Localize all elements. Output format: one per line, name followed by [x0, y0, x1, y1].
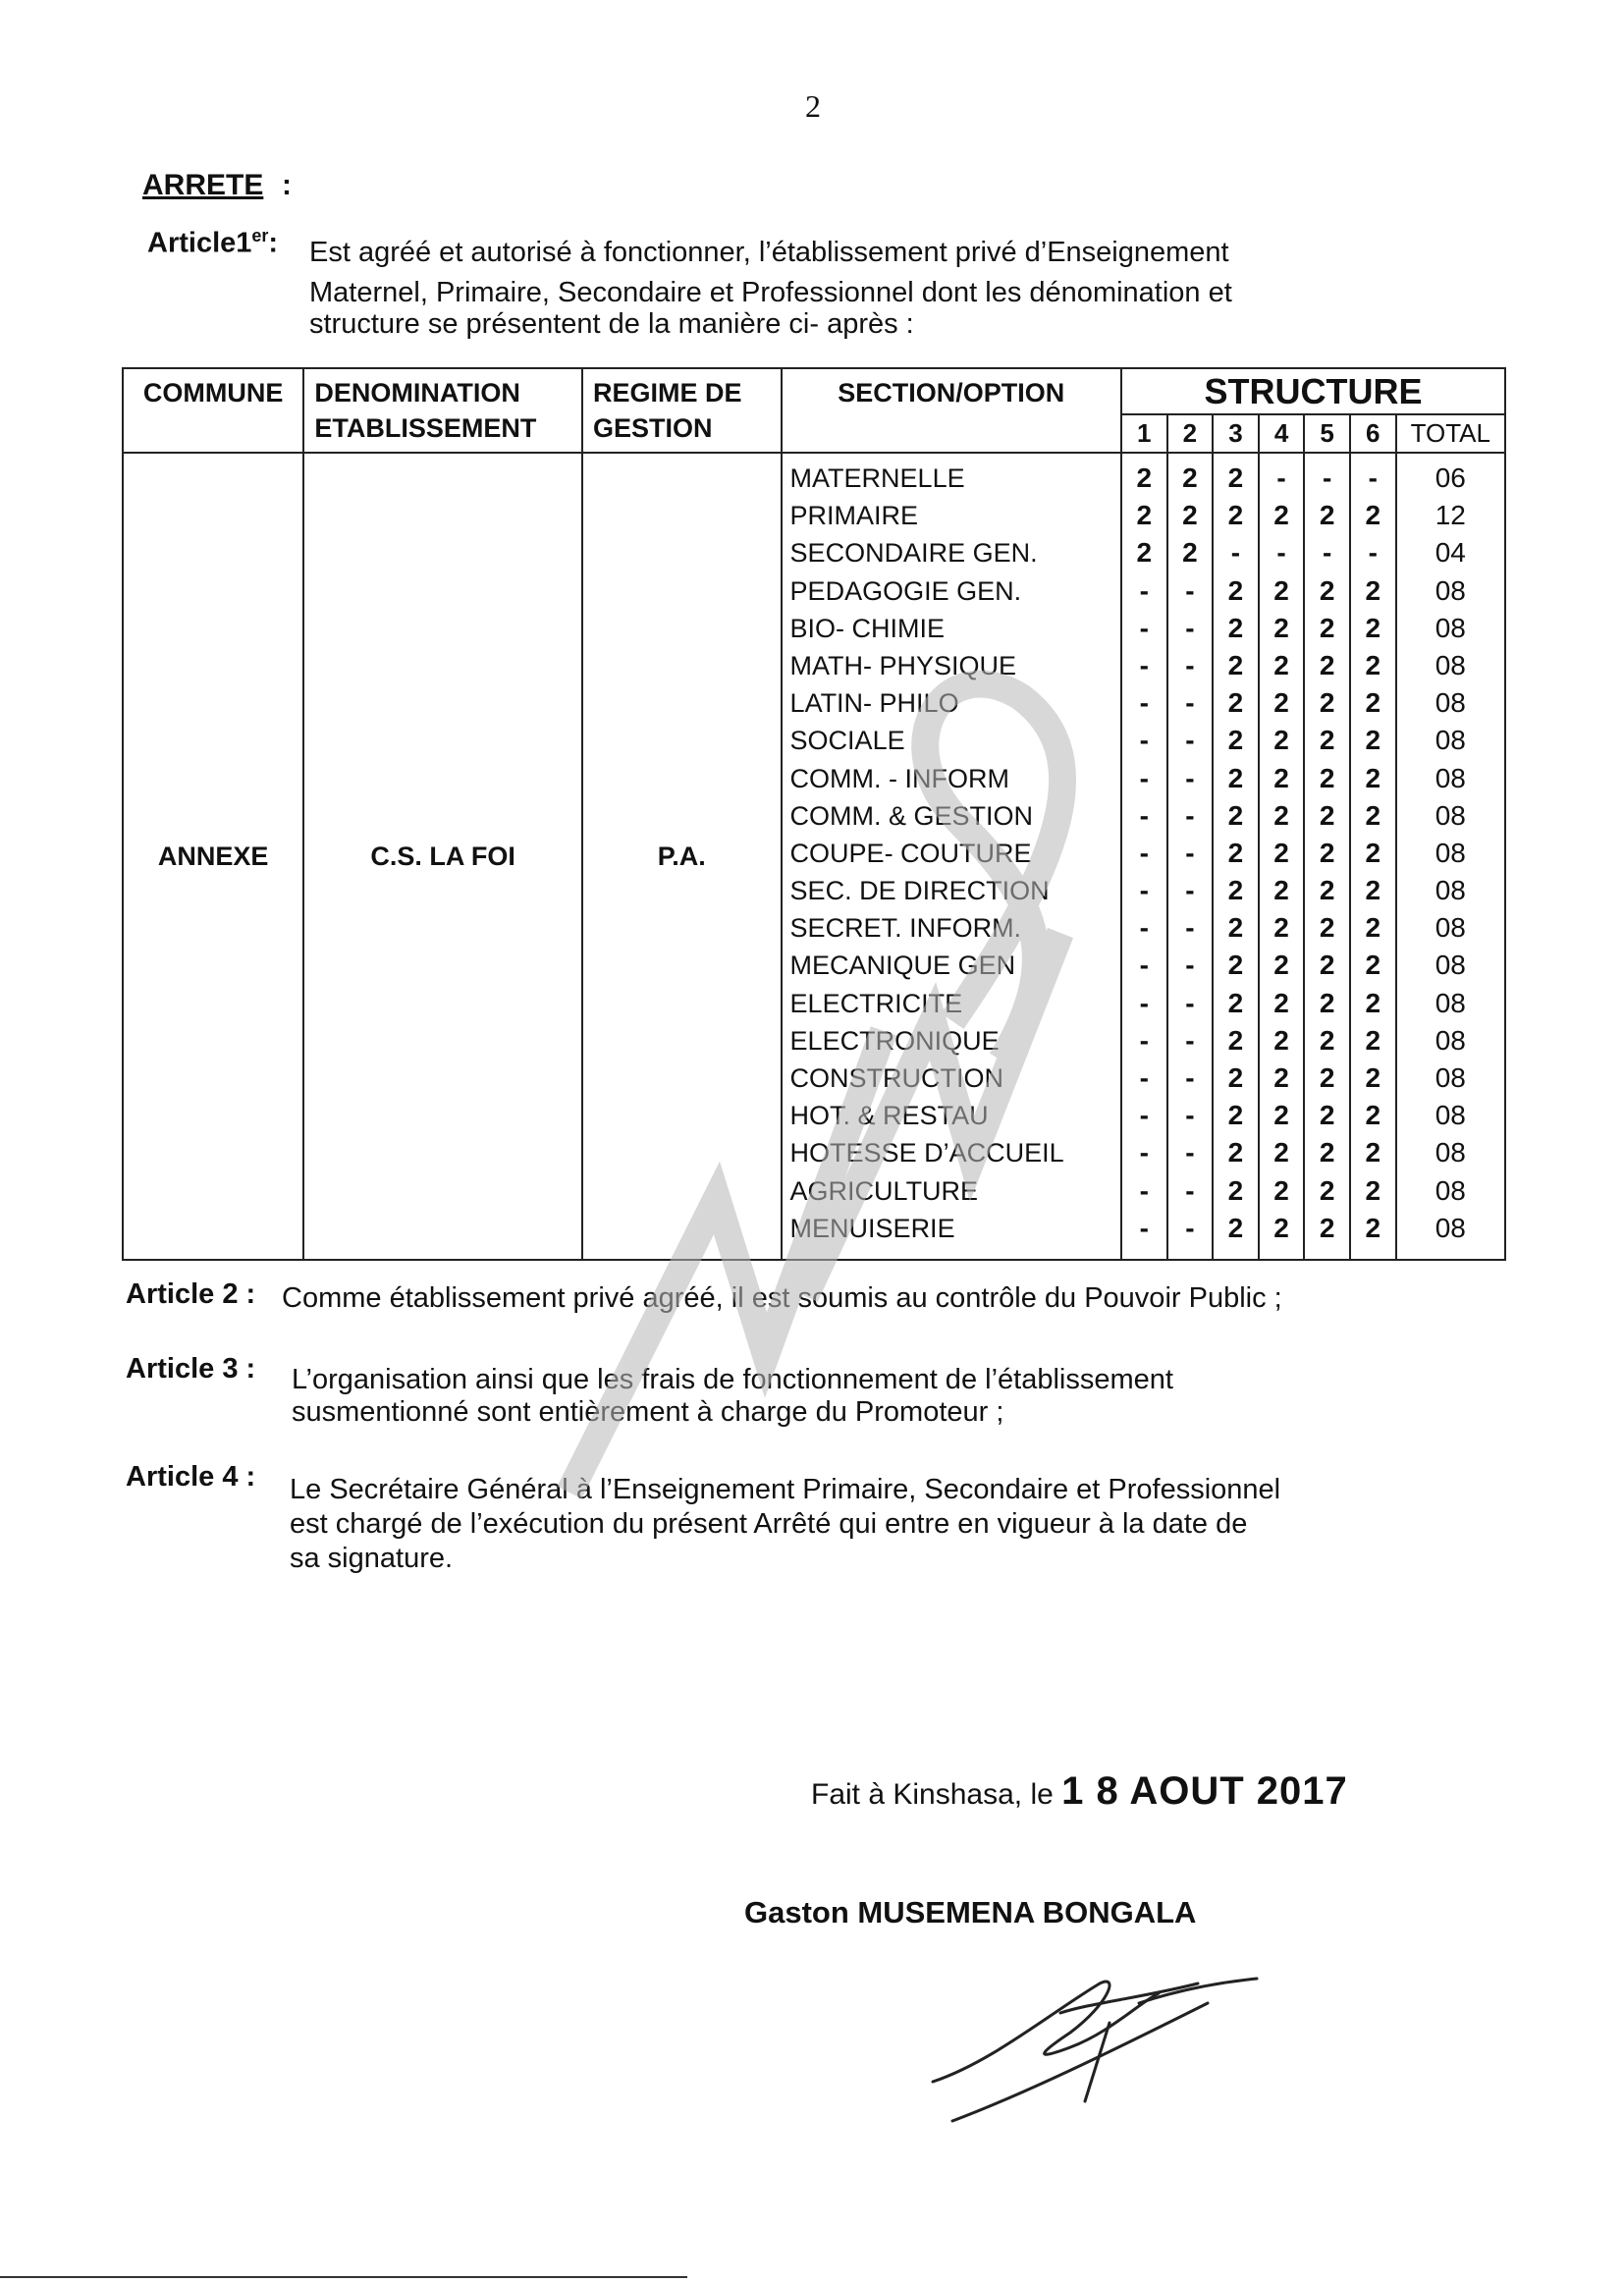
- year-1-value: -: [1139, 1024, 1149, 1056]
- year-4-value: 2: [1273, 799, 1289, 831]
- header-denomination-line-2: ETABLISSEMENT: [314, 413, 537, 443]
- year-1-value: -: [1139, 574, 1149, 606]
- year-3-value: 2: [1227, 1062, 1244, 1093]
- total-value: 04: [1435, 537, 1466, 569]
- year-2-value: 2: [1182, 537, 1198, 569]
- commune-cell: ANNEXE: [123, 453, 303, 1260]
- denomination-cell: C.S. LA FOI: [303, 453, 582, 1260]
- header-commune: COMMUNE: [123, 368, 303, 453]
- header-year-6: 6: [1350, 414, 1396, 453]
- section-name: PEDAGOGIE GEN.: [789, 575, 1022, 606]
- article-4-line-2: est chargé de l’exécution du présent Arrêté qui entre en vigueur à la date de: [290, 1508, 1248, 1540]
- total-value: 06: [1435, 462, 1466, 493]
- year-3-value: 2: [1227, 1024, 1244, 1056]
- signature-place: Fait à Kinshasa, le: [811, 1778, 1054, 1811]
- watermark-stamp: [511, 609, 1139, 1571]
- year-2-value: -: [1185, 687, 1195, 719]
- year-3-value: 2: [1227, 649, 1244, 680]
- header-regime-line-2: GESTION: [592, 413, 713, 443]
- year-2-column: [1167, 453, 1214, 1260]
- year-6-value: 2: [1365, 762, 1381, 793]
- year-4-value: 2: [1273, 687, 1289, 719]
- year-2-value: 2: [1182, 462, 1198, 493]
- section-name: CONSTRUCTION: [789, 1063, 1004, 1093]
- year-2-value: -: [1185, 649, 1195, 680]
- header-year-1: 1: [1121, 414, 1167, 453]
- year-2-value: -: [1185, 912, 1195, 944]
- section-name: SOCIALE: [789, 726, 905, 756]
- decree-heading: ARRETE: [142, 169, 264, 201]
- year-3-value: 2: [1227, 799, 1244, 831]
- year-1-value: -: [1139, 987, 1149, 1018]
- header-section: SECTION/OPTION: [782, 368, 1121, 453]
- total-value: 08: [1435, 762, 1466, 793]
- section-name: LATIN- PHILO: [789, 688, 959, 719]
- year-3-value: 2: [1227, 1100, 1244, 1131]
- year-3-value: 2: [1227, 612, 1244, 643]
- signatory-name: Gaston MUSEMENA BONGALA: [744, 1895, 1197, 1929]
- total-value: 08: [1435, 1024, 1466, 1056]
- year-6-value: 2: [1365, 500, 1381, 531]
- total-column: [1396, 453, 1505, 1260]
- section-name: MATH- PHYSIQUE: [789, 650, 1017, 680]
- year-1-value: -: [1139, 649, 1149, 680]
- handwritten-signature: [913, 1944, 1286, 2150]
- year-5-value: 2: [1319, 1062, 1335, 1093]
- year-2-value: -: [1185, 762, 1195, 793]
- section-name: MECANIQUE GEN: [789, 951, 1016, 981]
- year-3-value: 2: [1227, 574, 1244, 606]
- year-5-value: -: [1322, 537, 1332, 569]
- year-3-value: 2: [1227, 837, 1244, 868]
- section-name: BIO- CHIMIE: [789, 613, 946, 643]
- year-4-value: 2: [1273, 574, 1289, 606]
- year-2-value: -: [1185, 987, 1195, 1018]
- total-value: 08: [1435, 1174, 1466, 1206]
- year-1-value: -: [1139, 799, 1149, 831]
- article-4-line-3: sa signature.: [290, 1543, 454, 1574]
- header-denomination: [303, 368, 582, 453]
- header-structure: STRUCTURE: [1121, 368, 1505, 414]
- year-5-value: 2: [1319, 687, 1335, 719]
- year-1-value: -: [1139, 1062, 1149, 1093]
- year-5-value: 2: [1319, 1174, 1335, 1206]
- year-6-value: 2: [1365, 725, 1381, 756]
- section-name: ELECTRICITE: [789, 988, 963, 1018]
- year-5-value: 2: [1319, 875, 1335, 906]
- year-5-value: 2: [1319, 1137, 1335, 1168]
- bottom-rule: [0, 2276, 687, 2278]
- year-3-value: 2: [1227, 1174, 1244, 1206]
- year-3-value: 2: [1227, 875, 1244, 906]
- total-value: 08: [1435, 837, 1466, 868]
- article-1-line-1: Est agréé et autorisé à fonctionner, l’établissement privé d’Enseignement: [309, 237, 1229, 268]
- year-1-value: -: [1139, 612, 1149, 643]
- year-6-value: 2: [1365, 649, 1381, 680]
- section-name: COMM. - INFORM: [789, 763, 1010, 793]
- page-number: 2: [805, 88, 821, 124]
- year-4-value: -: [1276, 537, 1286, 569]
- header-year-4: 4: [1259, 414, 1305, 453]
- year-2-value: -: [1185, 799, 1195, 831]
- article-4-line-1: Le Secrétaire Général à l’Enseignement Primaire, Secondaire et Professionnel: [290, 1474, 1281, 1505]
- year-2-value: -: [1185, 1137, 1195, 1168]
- year-4-value: 2: [1273, 649, 1289, 680]
- year-3-value: 2: [1227, 912, 1244, 944]
- year-4-value: 2: [1273, 762, 1289, 793]
- section-name: MATERNELLE: [789, 463, 965, 493]
- year-2-value: -: [1185, 837, 1195, 868]
- article-3-line-2: susmentionné sont entièrement à charge du Promoteur ;: [292, 1396, 1004, 1428]
- header-total: TOTAL: [1396, 414, 1505, 453]
- year-2-value: -: [1185, 1024, 1195, 1056]
- year-5-value: 2: [1319, 837, 1335, 868]
- total-value: 08: [1435, 1212, 1466, 1243]
- total-value: 08: [1435, 987, 1466, 1018]
- total-value: 08: [1435, 687, 1466, 719]
- year-3-value: 2: [1227, 687, 1244, 719]
- year-4-value: 2: [1273, 612, 1289, 643]
- year-6-value: 2: [1365, 687, 1381, 719]
- year-2-value: -: [1185, 950, 1195, 981]
- article-1-line-3: structure se présentent de la manière ci- après :: [309, 308, 914, 340]
- year-1-value: -: [1139, 950, 1149, 981]
- signature-date: 1 8 AOUT 2017: [1061, 1769, 1348, 1813]
- year-1-value: 2: [1136, 537, 1153, 569]
- year-2-value: -: [1185, 1174, 1195, 1206]
- article-2-label: Article 2 :: [126, 1278, 256, 1310]
- section-name: COMM. & GESTION: [789, 800, 1034, 831]
- article-1-label: Article1er:: [147, 226, 279, 259]
- year-6-value: 2: [1365, 1062, 1381, 1093]
- year-4-value: 2: [1273, 1100, 1289, 1131]
- year-4-value: 2: [1273, 950, 1289, 981]
- year-2-value: -: [1185, 1062, 1195, 1093]
- year-3-value: 2: [1227, 725, 1244, 756]
- year-5-value: 2: [1319, 612, 1335, 643]
- article-1-label-sup: er: [251, 226, 269, 245]
- header-denomination-line-1: DENOMINATION: [314, 378, 520, 408]
- total-value: 08: [1435, 1062, 1466, 1093]
- year-5-value: 2: [1319, 987, 1335, 1018]
- year-6-value: 2: [1365, 1024, 1381, 1056]
- section-name: SEC. DE DIRECTION: [789, 876, 1050, 906]
- year-4-value: 2: [1273, 1137, 1289, 1168]
- year-2-value: -: [1185, 574, 1195, 606]
- year-1-value: 2: [1136, 462, 1153, 493]
- year-3-value: -: [1230, 537, 1241, 569]
- year-6-value: 2: [1365, 799, 1381, 831]
- year-6-value: 2: [1365, 1137, 1381, 1168]
- year-5-value: 2: [1319, 912, 1335, 944]
- year-5-value: 2: [1319, 762, 1335, 793]
- year-2-value: -: [1185, 725, 1195, 756]
- year-6-value: -: [1368, 537, 1378, 569]
- year-1-value: -: [1139, 1137, 1149, 1168]
- year-3-value: 2: [1227, 1137, 1244, 1168]
- header-regime-line-1: REGIME DE: [592, 378, 742, 408]
- year-3-value: 2: [1227, 462, 1244, 493]
- year-2-value: -: [1185, 1212, 1195, 1243]
- regime-cell: P.A.: [582, 453, 782, 1260]
- total-value: 08: [1435, 950, 1466, 981]
- year-4-value: 2: [1273, 1024, 1289, 1056]
- year-4-value: 2: [1273, 912, 1289, 944]
- year-6-value: 2: [1365, 950, 1381, 981]
- year-5-value: -: [1322, 462, 1332, 493]
- year-6-value: 2: [1365, 1212, 1381, 1243]
- year-5-value: 2: [1319, 500, 1335, 531]
- year-6-value: 2: [1365, 612, 1381, 643]
- signature-place-date: [811, 1769, 1348, 1814]
- year-5-value: 2: [1319, 799, 1335, 831]
- total-value: 08: [1435, 725, 1466, 756]
- year-2-value: -: [1185, 875, 1195, 906]
- header-regime: [582, 368, 782, 453]
- year-1-value: 2: [1136, 500, 1153, 531]
- year-4-value: 2: [1273, 875, 1289, 906]
- year-1-value: -: [1139, 1212, 1149, 1243]
- year-6-value: 2: [1365, 987, 1381, 1018]
- total-value: 08: [1435, 875, 1466, 906]
- heading-colon: :: [282, 169, 292, 201]
- year-5-value: 2: [1319, 1100, 1335, 1131]
- year-2-value: 2: [1182, 500, 1198, 531]
- year-4-value: 2: [1273, 1174, 1289, 1206]
- header-year-3: 3: [1213, 414, 1259, 453]
- year-4-value: 2: [1273, 1212, 1289, 1243]
- year-1-value: -: [1139, 725, 1149, 756]
- year-3-value: 2: [1227, 1212, 1244, 1243]
- year-4-value: 2: [1273, 725, 1289, 756]
- year-1-value: -: [1139, 762, 1149, 793]
- article-3-line-1: L’organisation ainsi que les frais de fonctionnement de l’établissement: [292, 1364, 1173, 1395]
- year-5-value: 2: [1319, 950, 1335, 981]
- article-1-label-base: Article1: [147, 227, 252, 259]
- year-4-value: 2: [1273, 500, 1289, 531]
- header-year-2: 2: [1167, 414, 1214, 453]
- year-5-value: 2: [1319, 649, 1335, 680]
- section-name: SECRET. INFORM.: [789, 913, 1022, 944]
- total-value: 08: [1435, 1100, 1466, 1131]
- year-4-value: 2: [1273, 987, 1289, 1018]
- section-name: PRIMAIRE: [789, 501, 919, 531]
- year-6-value: 2: [1365, 912, 1381, 944]
- total-value: 08: [1435, 649, 1466, 680]
- section-name: ELECTRONIQUE: [789, 1025, 1000, 1056]
- header-year-5: 5: [1304, 414, 1350, 453]
- year-3-column: [1213, 453, 1259, 1260]
- total-value: 08: [1435, 612, 1466, 643]
- year-1-value: -: [1139, 875, 1149, 906]
- total-value: 12: [1435, 500, 1466, 531]
- section-name: HOT. & RESTAU: [789, 1101, 989, 1131]
- total-value: 08: [1435, 1137, 1466, 1168]
- year-6-value: 2: [1365, 837, 1381, 868]
- section-name: AGRICULTURE: [789, 1175, 979, 1206]
- year-5-column: [1304, 453, 1350, 1260]
- article-4-label: Article 4 :: [126, 1461, 256, 1493]
- article-3-label: Article 3 :: [126, 1353, 256, 1385]
- year-6-value: -: [1368, 462, 1378, 493]
- year-5-value: 2: [1319, 725, 1335, 756]
- total-value: 08: [1435, 574, 1466, 606]
- section-name: SECONDAIRE GEN.: [789, 538, 1038, 569]
- year-1-value: -: [1139, 1100, 1149, 1131]
- year-5-value: 2: [1319, 574, 1335, 606]
- year-6-value: 2: [1365, 1174, 1381, 1206]
- year-6-value: 2: [1365, 574, 1381, 606]
- section-name: MENUISERIE: [789, 1213, 955, 1243]
- section-name: COUPE- COUTURE: [789, 838, 1032, 868]
- total-value: 08: [1435, 912, 1466, 944]
- year-6-column: [1350, 453, 1396, 1260]
- year-5-value: 2: [1319, 1024, 1335, 1056]
- year-3-value: 2: [1227, 950, 1244, 981]
- year-1-value: -: [1139, 837, 1149, 868]
- article-1-line-2: Maternel, Primaire, Secondaire et Professionnel dont les dénomination et: [309, 277, 1232, 308]
- year-3-value: 2: [1227, 762, 1244, 793]
- year-5-value: 2: [1319, 1212, 1335, 1243]
- year-6-value: 2: [1365, 1100, 1381, 1131]
- section-name: HOTESSE D’ACCUEIL: [789, 1138, 1064, 1168]
- year-1-value: -: [1139, 912, 1149, 944]
- year-3-value: 2: [1227, 500, 1244, 531]
- year-2-value: -: [1185, 612, 1195, 643]
- year-6-value: 2: [1365, 875, 1381, 906]
- year-4-value: -: [1276, 462, 1286, 493]
- year-2-value: -: [1185, 1100, 1195, 1131]
- year-1-value: -: [1139, 687, 1149, 719]
- article-2-line-1: Comme établissement privé agréé, il est soumis au contrôle du Pouvoir Public ;: [282, 1282, 1282, 1314]
- year-4-value: 2: [1273, 1062, 1289, 1093]
- year-4-column: [1259, 453, 1305, 1260]
- year-4-value: 2: [1273, 837, 1289, 868]
- year-3-value: 2: [1227, 987, 1244, 1018]
- year-1-value: -: [1139, 1174, 1149, 1206]
- total-value: 08: [1435, 799, 1466, 831]
